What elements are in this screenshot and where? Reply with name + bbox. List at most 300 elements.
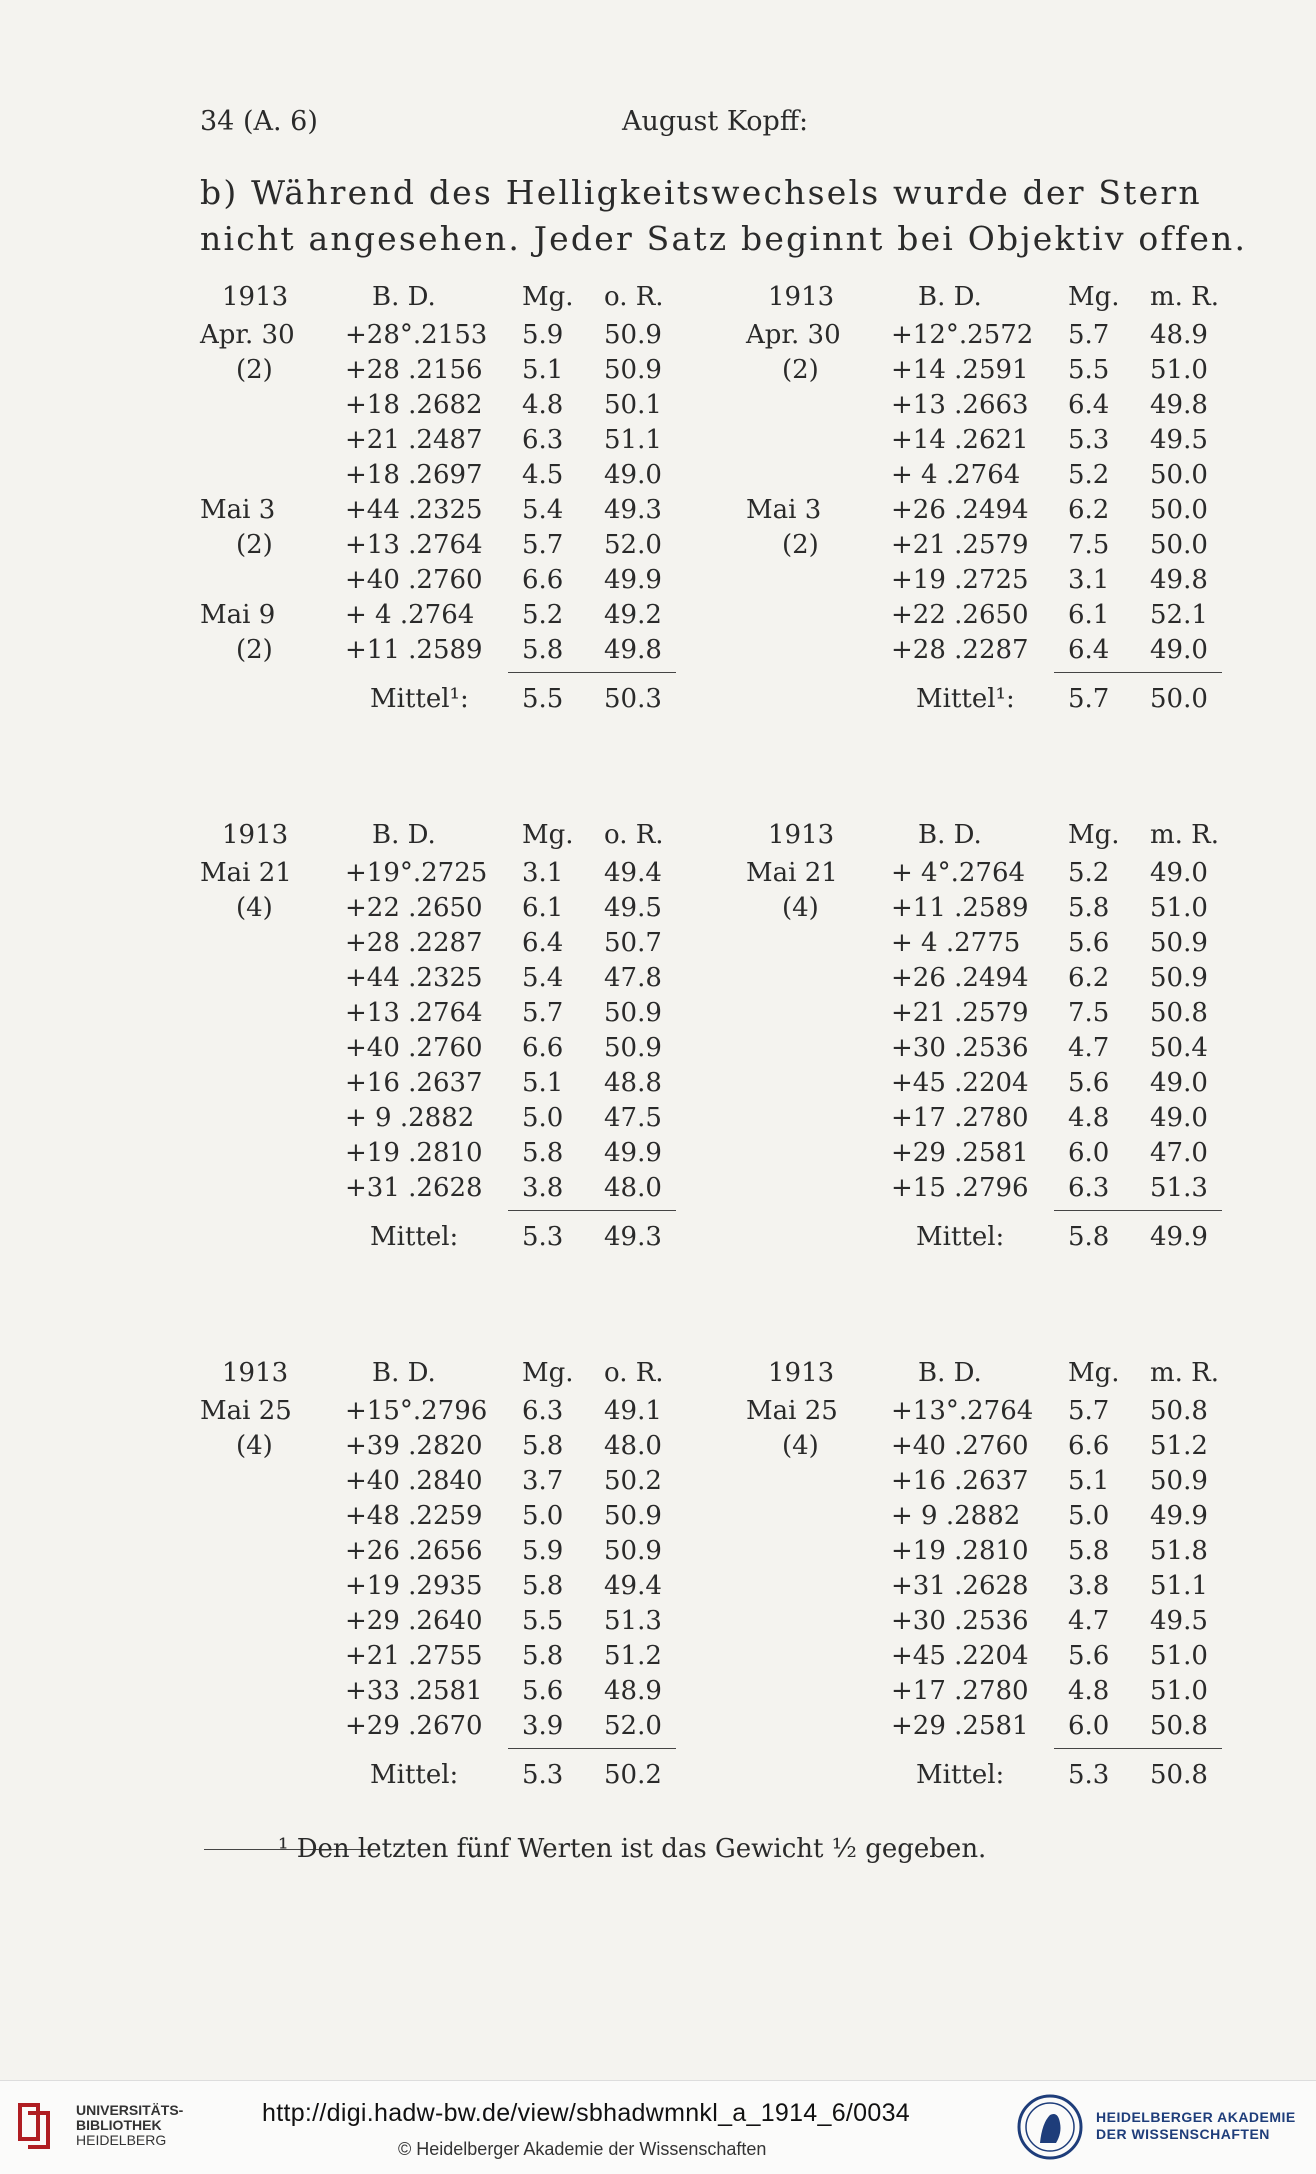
- university-library-name: [76, 2103, 183, 2148]
- bd-cell: +14 .2591: [891, 355, 1029, 385]
- table-header: [746, 820, 1266, 856]
- bd-cell: +18 .2682: [345, 390, 483, 420]
- sum-rule: [508, 1210, 676, 1211]
- magnitude-cell: 5.8: [522, 1641, 564, 1671]
- logo-text-line: HEIDELBERG: [76, 2132, 167, 2148]
- magnitude-cell: 5.6: [1068, 1641, 1110, 1671]
- magnitude-cell: 4.7: [1068, 1033, 1110, 1063]
- table-row: [746, 928, 1266, 964]
- logo-text-line: HEIDELBERGER AKADEMIE: [1096, 2109, 1296, 2125]
- value-cell: 49.2: [604, 600, 662, 630]
- table-row: [200, 565, 720, 601]
- column-header: B. D.: [372, 820, 436, 850]
- magnitude-cell: 4.7: [1068, 1606, 1110, 1636]
- magnitude-cell: 5.1: [522, 355, 564, 385]
- sum-rule: [508, 1748, 676, 1749]
- bd-cell: + 9 .2882: [345, 1103, 475, 1133]
- table-row: [200, 530, 720, 566]
- value-cell: 51.0: [1150, 355, 1208, 385]
- table-row: [746, 1068, 1266, 1104]
- table-row: [746, 1173, 1266, 1209]
- magnitude-cell: 6.4: [522, 928, 564, 958]
- sum-rule: [1054, 672, 1222, 673]
- table-row: [746, 565, 1266, 601]
- bd-cell: +11 .2589: [345, 635, 483, 665]
- bd-cell: +22 .2650: [345, 893, 483, 923]
- date-cell: Mai 21: [746, 858, 838, 888]
- magnitude-cell: 5.6: [1068, 1068, 1110, 1098]
- bd-cell: +19°.2725: [345, 858, 488, 888]
- value-cell: 51.3: [1150, 1173, 1208, 1203]
- value-cell: 50.9: [1150, 1466, 1208, 1496]
- magnitude-cell: 4.8: [1068, 1676, 1110, 1706]
- bd-cell: +13 .2764: [345, 998, 483, 1028]
- bd-cell: + 4°.2764: [891, 858, 1026, 888]
- table-row: [200, 963, 720, 999]
- observation-table: [746, 282, 1266, 802]
- table-row: [200, 893, 720, 929]
- value-cell: 50.9: [604, 1536, 662, 1566]
- mean-row: [200, 1760, 720, 1796]
- bd-cell: +26 .2656: [345, 1536, 483, 1566]
- table-row: [200, 495, 720, 531]
- magnitude-cell: 3.9: [522, 1711, 564, 1741]
- value-cell: 48.8: [604, 1068, 662, 1098]
- bd-cell: +16 .2637: [345, 1068, 483, 1098]
- mean-label: Mittel¹:: [916, 684, 1015, 714]
- table-row: [746, 1431, 1266, 1467]
- bd-cell: +14 .2621: [891, 425, 1029, 455]
- magnitude-cell: 6.3: [1068, 1173, 1110, 1203]
- bd-cell: +15°.2796: [345, 1396, 488, 1426]
- bd-cell: +31 .2628: [891, 1571, 1029, 1601]
- magnitude-cell: 5.4: [522, 495, 564, 525]
- table-row: [746, 963, 1266, 999]
- bd-cell: +19 .2725: [891, 565, 1029, 595]
- running-head-author: August Kopff:: [622, 106, 809, 137]
- value-cell: 49.5: [604, 893, 662, 923]
- column-header: Mg.: [522, 1358, 574, 1388]
- table-header: [746, 1358, 1266, 1394]
- magnitude-cell: 5.7: [522, 530, 564, 560]
- value-cell: 52.1: [1150, 600, 1208, 630]
- value-cell: 49.9: [604, 565, 662, 595]
- date-cell: (2): [236, 530, 273, 560]
- magnitude-cell: 5.8: [1068, 893, 1110, 923]
- bd-cell: +21 .2487: [345, 425, 483, 455]
- table-row: [200, 1641, 720, 1677]
- mean-label: Mittel¹:: [370, 684, 469, 714]
- date-cell: Mai 3: [200, 495, 276, 525]
- intro-line: nicht angesehen. Jeder Satz beginnt bei Objektiv offen.: [200, 219, 1248, 258]
- permalink-url[interactable]: http://digi.hadw-bw.de/view/sbhadwmnkl_a_1914_6/0034: [262, 2099, 910, 2127]
- table-row: [200, 1103, 720, 1139]
- value-cell: 49.0: [1150, 1068, 1208, 1098]
- bd-cell: +40 .2840: [345, 1466, 483, 1496]
- table-row: [200, 1396, 720, 1432]
- column-header: m. R.: [1150, 820, 1220, 850]
- table-row: [746, 1396, 1266, 1432]
- column-header: B. D.: [918, 1358, 982, 1388]
- table-row: [200, 1431, 720, 1467]
- bd-cell: +21 .2579: [891, 998, 1029, 1028]
- date-cell: (4): [782, 893, 819, 923]
- bd-cell: +30 .2536: [891, 1606, 1029, 1636]
- magnitude-cell: 5.3: [1068, 425, 1110, 455]
- table-row: [200, 858, 720, 894]
- bd-cell: +13 .2764: [345, 530, 483, 560]
- value-cell: 50.9: [604, 998, 662, 1028]
- bd-cell: +26 .2494: [891, 495, 1029, 525]
- column-header: Mg.: [1068, 1358, 1120, 1388]
- table-row: [200, 1173, 720, 1209]
- magnitude-cell: 5.9: [522, 320, 564, 350]
- value-cell: 49.8: [1150, 390, 1208, 420]
- magnitude-cell: 4.8: [1068, 1103, 1110, 1133]
- column-header: 1913: [768, 1358, 835, 1388]
- observation-table: [200, 282, 720, 802]
- logo-text-line: UNIVERSITÄTS-: [76, 2102, 184, 2118]
- magnitude-cell: 6.6: [522, 565, 564, 595]
- magnitude-cell: 5.8: [522, 1571, 564, 1601]
- table-row: [200, 1571, 720, 1607]
- value-cell: 49.8: [1150, 565, 1208, 595]
- magnitude-cell: 5.1: [522, 1068, 564, 1098]
- magnitude-cell: 6.4: [1068, 635, 1110, 665]
- value-cell: 51.2: [1150, 1431, 1208, 1461]
- academy-seal-icon: [1016, 2093, 1084, 2161]
- date-cell: (4): [236, 1431, 273, 1461]
- bd-cell: +30 .2536: [891, 1033, 1029, 1063]
- column-header: B. D.: [372, 1358, 436, 1388]
- bd-cell: +16 .2637: [891, 1466, 1029, 1496]
- value-cell: 50.0: [1150, 495, 1208, 525]
- mean-label: Mittel:: [370, 1760, 459, 1790]
- value-cell: 47.0: [1150, 1138, 1208, 1168]
- bd-cell: +45 .2204: [891, 1068, 1029, 1098]
- magnitude-cell: 3.8: [522, 1173, 564, 1203]
- bd-cell: +26 .2494: [891, 963, 1029, 993]
- bd-cell: +45 .2204: [891, 1641, 1029, 1671]
- value-cell: 48.9: [1150, 320, 1208, 350]
- magnitude-cell: 5.6: [522, 1676, 564, 1706]
- mean-row: [200, 1222, 720, 1258]
- mean-magnitude: 5.5: [522, 684, 564, 714]
- bd-cell: +44 .2325: [345, 963, 483, 993]
- magnitude-cell: 4.8: [522, 390, 564, 420]
- table-row: [746, 1711, 1266, 1747]
- footer-bar: [0, 2080, 1316, 2174]
- table-row: [200, 1138, 720, 1174]
- column-header: o. R.: [604, 820, 664, 850]
- observation-table: [746, 1358, 1266, 1878]
- mean-label: Mittel:: [916, 1760, 1005, 1790]
- magnitude-cell: 3.1: [522, 858, 564, 888]
- table-row: [200, 928, 720, 964]
- column-header: B. D.: [918, 282, 982, 312]
- value-cell: 50.0: [1150, 530, 1208, 560]
- magnitude-cell: 5.8: [522, 635, 564, 665]
- mean-magnitude: 5.3: [522, 1760, 564, 1790]
- mean-row: [746, 1760, 1266, 1796]
- value-cell: 52.0: [604, 530, 662, 560]
- value-cell: 50.0: [1150, 460, 1208, 490]
- bd-cell: +40 .2760: [345, 1033, 483, 1063]
- table-row: [746, 1536, 1266, 1572]
- bd-cell: + 4 .2764: [345, 600, 475, 630]
- value-cell: 50.9: [1150, 928, 1208, 958]
- bd-cell: +28 .2156: [345, 355, 483, 385]
- column-header: B. D.: [918, 820, 982, 850]
- table-row: [746, 1641, 1266, 1677]
- column-header: Mg.: [1068, 282, 1120, 312]
- value-cell: 51.0: [1150, 893, 1208, 923]
- table-row: [746, 390, 1266, 426]
- value-cell: 49.8: [604, 635, 662, 665]
- mean-value: 50.0: [1150, 684, 1208, 714]
- table-row: [746, 460, 1266, 496]
- value-cell: 50.9: [604, 1501, 662, 1531]
- bd-cell: +28 .2287: [345, 928, 483, 958]
- table-row: [746, 635, 1266, 671]
- sum-rule: [508, 672, 676, 673]
- bd-cell: +29 .2581: [891, 1711, 1029, 1741]
- magnitude-cell: 5.8: [522, 1138, 564, 1168]
- table-row: [200, 425, 720, 461]
- bd-cell: +13 .2663: [891, 390, 1029, 420]
- date-cell: Mai 9: [200, 600, 276, 630]
- bd-cell: +31 .2628: [345, 1173, 483, 1203]
- bd-cell: + 4 .2775: [891, 928, 1021, 958]
- value-cell: 51.1: [604, 425, 662, 455]
- table-header: [746, 282, 1266, 318]
- date-cell: (2): [236, 355, 273, 385]
- value-cell: 50.2: [604, 1466, 662, 1496]
- magnitude-cell: 6.2: [1068, 963, 1110, 993]
- value-cell: 50.9: [604, 1033, 662, 1063]
- table-row: [746, 1103, 1266, 1139]
- table-row: [200, 390, 720, 426]
- table-row: [200, 1068, 720, 1104]
- bd-cell: +29 .2581: [891, 1138, 1029, 1168]
- magnitude-cell: 3.7: [522, 1466, 564, 1496]
- date-cell: Mai 3: [746, 495, 822, 525]
- column-header: B. D.: [372, 282, 436, 312]
- mean-magnitude: 5.3: [522, 1222, 564, 1252]
- date-cell: Apr. 30: [746, 320, 841, 350]
- value-cell: 49.5: [1150, 1606, 1208, 1636]
- value-cell: 49.4: [604, 1571, 662, 1601]
- table-row: [200, 460, 720, 496]
- value-cell: 51.2: [604, 1641, 662, 1671]
- value-cell: 48.9: [604, 1676, 662, 1706]
- table-row: [200, 1606, 720, 1642]
- value-cell: 49.0: [1150, 858, 1208, 888]
- value-cell: 49.4: [604, 858, 662, 888]
- magnitude-cell: 6.0: [1068, 1711, 1110, 1741]
- date-cell: (4): [782, 1431, 819, 1461]
- bd-cell: +21 .2755: [345, 1641, 483, 1671]
- value-cell: 49.9: [1150, 1501, 1208, 1531]
- observation-table: [746, 820, 1266, 1340]
- mean-value: 49.9: [1150, 1222, 1208, 1252]
- magnitude-cell: 5.2: [1068, 858, 1110, 888]
- footnote: ¹ Den letzten fünf Werten ist das Gewicht ½ gegeben.: [278, 1834, 987, 1864]
- value-cell: 48.0: [604, 1431, 662, 1461]
- sum-rule: [1054, 1210, 1222, 1211]
- table-row: [746, 530, 1266, 566]
- magnitude-cell: 5.0: [1068, 1501, 1110, 1531]
- magnitude-cell: 6.4: [1068, 390, 1110, 420]
- mean-magnitude: 5.3: [1068, 1760, 1110, 1790]
- mean-label: Mittel:: [370, 1222, 459, 1252]
- value-cell: 50.7: [604, 928, 662, 958]
- table-row: [746, 1501, 1266, 1537]
- date-cell: (2): [782, 355, 819, 385]
- logo-text-line: BIBLIOTHEK: [76, 2117, 162, 2133]
- value-cell: 49.9: [604, 1138, 662, 1168]
- table-row: [746, 1033, 1266, 1069]
- bd-cell: +19 .2810: [345, 1138, 483, 1168]
- observation-table: [200, 1358, 720, 1878]
- table-row: [200, 998, 720, 1034]
- value-cell: 50.9: [1150, 963, 1208, 993]
- magnitude-cell: 4.5: [522, 460, 564, 490]
- bd-cell: +17 .2780: [891, 1676, 1029, 1706]
- value-cell: 51.3: [604, 1606, 662, 1636]
- column-header: o. R.: [604, 282, 664, 312]
- magnitude-cell: 6.6: [1068, 1431, 1110, 1461]
- magnitude-cell: 6.6: [522, 1033, 564, 1063]
- mean-label: Mittel:: [916, 1222, 1005, 1252]
- table-row: [746, 355, 1266, 391]
- magnitude-cell: 5.4: [522, 963, 564, 993]
- value-cell: 49.3: [604, 495, 662, 525]
- bd-cell: +40 .2760: [891, 1431, 1029, 1461]
- value-cell: 50.8: [1150, 1396, 1208, 1426]
- magnitude-cell: 5.2: [1068, 460, 1110, 490]
- bd-cell: +33 .2581: [345, 1676, 483, 1706]
- sum-rule: [1054, 1748, 1222, 1749]
- table-row: [746, 600, 1266, 636]
- magnitude-cell: 5.0: [522, 1501, 564, 1531]
- magnitude-cell: 6.3: [522, 1396, 564, 1426]
- value-cell: 47.5: [604, 1103, 662, 1133]
- magnitude-cell: 5.5: [1068, 355, 1110, 385]
- bd-cell: +19 .2810: [891, 1536, 1029, 1566]
- date-cell: Mai 25: [746, 1396, 838, 1426]
- value-cell: 50.9: [604, 320, 662, 350]
- bd-cell: + 9 .2882: [891, 1501, 1021, 1531]
- date-cell: (2): [236, 635, 273, 665]
- mean-row: [746, 684, 1266, 720]
- bd-cell: +28°.2153: [345, 320, 488, 350]
- intro-paragraph: [200, 170, 1248, 262]
- value-cell: 50.9: [604, 355, 662, 385]
- date-cell: Mai 25: [200, 1396, 292, 1426]
- column-header: Mg.: [522, 282, 574, 312]
- bd-cell: +21 .2579: [891, 530, 1029, 560]
- date-cell: Mai 21: [200, 858, 292, 888]
- academy-name: [1096, 2109, 1296, 2143]
- table-row: [746, 998, 1266, 1034]
- university-library-logo-icon: [14, 2099, 54, 2151]
- value-cell: 51.0: [1150, 1676, 1208, 1706]
- column-header: 1913: [768, 282, 835, 312]
- date-cell: (2): [782, 530, 819, 560]
- table-row: [746, 1571, 1266, 1607]
- magnitude-cell: 7.5: [1068, 998, 1110, 1028]
- value-cell: 49.0: [1150, 635, 1208, 665]
- column-header: o. R.: [604, 1358, 664, 1388]
- magnitude-cell: 6.3: [522, 425, 564, 455]
- magnitude-cell: 6.2: [1068, 495, 1110, 525]
- magnitude-cell: 7.5: [1068, 530, 1110, 560]
- table-row: [746, 1138, 1266, 1174]
- value-cell: 49.0: [1150, 1103, 1208, 1133]
- value-cell: 50.8: [1150, 1711, 1208, 1741]
- bd-cell: +11 .2589: [891, 893, 1029, 923]
- observation-table: [200, 820, 720, 1340]
- bd-cell: +12°.2572: [891, 320, 1034, 350]
- column-header: 1913: [222, 820, 289, 850]
- magnitude-cell: 5.7: [1068, 320, 1110, 350]
- table-row: [200, 1466, 720, 1502]
- mean-value: 50.8: [1150, 1760, 1208, 1790]
- bd-cell: +13°.2764: [891, 1396, 1034, 1426]
- magnitude-cell: 5.2: [522, 600, 564, 630]
- bd-cell: +29 .2640: [345, 1606, 483, 1636]
- column-header: m. R.: [1150, 282, 1220, 312]
- bd-cell: +17 .2780: [891, 1103, 1029, 1133]
- mean-value: 49.3: [604, 1222, 662, 1252]
- value-cell: 51.8: [1150, 1536, 1208, 1566]
- table-row: [200, 635, 720, 671]
- table-row: [200, 320, 720, 356]
- table-row: [746, 1676, 1266, 1712]
- table-header: [200, 282, 720, 318]
- value-cell: 49.0: [604, 460, 662, 490]
- table-row: [200, 1711, 720, 1747]
- table-header: [200, 1358, 720, 1394]
- bd-cell: +29 .2670: [345, 1711, 483, 1741]
- bd-cell: +48 .2259: [345, 1501, 483, 1531]
- bd-cell: +40 .2760: [345, 565, 483, 595]
- table-row: [746, 858, 1266, 894]
- logo-text-line: DER WISSENSCHAFTEN: [1096, 2126, 1270, 2142]
- page-number: 34 (A. 6): [200, 106, 318, 137]
- table-header: [200, 820, 720, 856]
- value-cell: 51.0: [1150, 1641, 1208, 1671]
- value-cell: 50.8: [1150, 998, 1208, 1028]
- column-header: m. R.: [1150, 1358, 1220, 1388]
- mean-magnitude: 5.7: [1068, 684, 1110, 714]
- bd-cell: +28 .2287: [891, 635, 1029, 665]
- magnitude-cell: 5.7: [522, 998, 564, 1028]
- mean-row: [746, 1222, 1266, 1258]
- column-header: Mg.: [1068, 820, 1120, 850]
- magnitude-cell: 5.8: [522, 1431, 564, 1461]
- table-row: [200, 600, 720, 636]
- magnitude-cell: 5.6: [1068, 928, 1110, 958]
- table-row: [746, 320, 1266, 356]
- value-cell: 50.1: [604, 390, 662, 420]
- table-row: [200, 1536, 720, 1572]
- magnitude-cell: 3.1: [1068, 565, 1110, 595]
- mean-row: [200, 684, 720, 720]
- table-row: [746, 1606, 1266, 1642]
- bd-cell: +39 .2820: [345, 1431, 483, 1461]
